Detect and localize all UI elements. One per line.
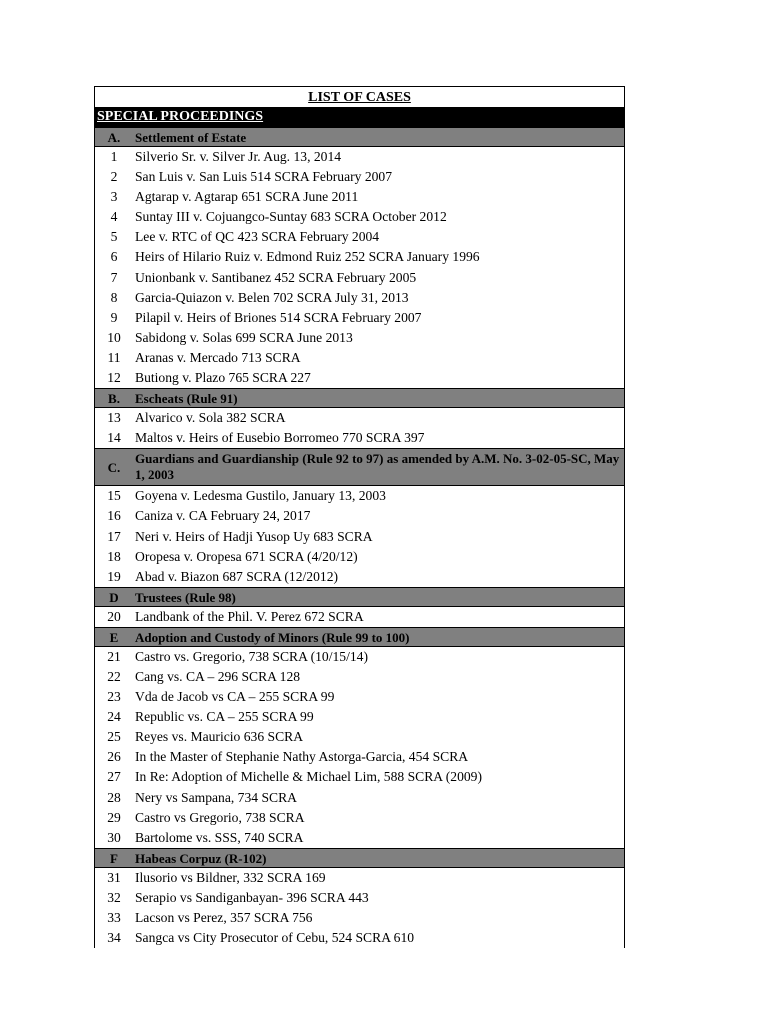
- case-row: [94, 747, 625, 767]
- case-row: [94, 167, 625, 187]
- case-citation: Maltos v. Heirs of Eusebio Borromeo 770 SCRA 397: [135, 430, 425, 446]
- case-row: [94, 687, 625, 707]
- case-number: 3: [110, 189, 118, 205]
- case-number: 32: [107, 889, 121, 905]
- case-number: 33: [107, 910, 121, 925]
- case-row: [94, 506, 625, 526]
- case-number: 4: [110, 209, 118, 225]
- case-citation: Garcia-Quiazon v. Belen 702 SCRA July 31, 2013: [135, 289, 409, 305]
- list-title: LIST OF CASES: [94, 86, 625, 107]
- section-title: Settlement of Estate: [135, 130, 247, 145]
- section-title: Escheats (Rule 91): [135, 391, 238, 407]
- case-citation: Abad v. Biazon 687 SCRA (12/2012): [135, 568, 339, 584]
- case-citation: Castro vs Gregorio, 738 SCRA: [135, 809, 305, 825]
- case-row: [94, 227, 625, 247]
- case-number: 34: [107, 930, 121, 946]
- case-row: [94, 268, 625, 288]
- case-row: [94, 207, 625, 227]
- case-row: [94, 888, 625, 908]
- case-citation: Unionbank v. Santibanez 452 SCRA February 2005: [135, 269, 417, 285]
- case-number: 21: [107, 648, 121, 664]
- case-row: [94, 928, 625, 948]
- case-citation: Cang vs. CA – 296 SCRA 128: [135, 668, 301, 684]
- case-number: 5: [110, 229, 118, 245]
- section-header: [94, 448, 625, 486]
- case-citation: Silverio Sr. v. Silver Jr. Aug. 13, 2014: [135, 149, 342, 164]
- case-citation: Alvarico v. Sola 382 SCRA: [135, 410, 286, 426]
- case-row: [94, 607, 625, 627]
- case-number: 22: [107, 668, 121, 684]
- case-citation: Sangca vs City Prosecutor of Cebu, 524 SCRA 610: [135, 930, 415, 946]
- section-header: [94, 848, 625, 868]
- case-row: [94, 147, 625, 167]
- section-header: [94, 127, 625, 147]
- case-citation: Castro vs. Gregorio, 738 SCRA (10/15/14): [135, 648, 368, 664]
- section-title: Trustees (Rule 98): [135, 589, 236, 605]
- case-row: [94, 767, 625, 787]
- case-citation: Oropesa v. Oropesa 671 SCRA (4/20/12): [135, 548, 358, 564]
- case-row: [94, 527, 625, 547]
- case-number: 29: [107, 809, 121, 825]
- section-letter: F: [110, 850, 118, 866]
- section-header: [94, 587, 625, 607]
- case-citation: Butiong v. Plazo 765 SCRA 227: [135, 370, 311, 386]
- section-letter: D: [109, 589, 119, 605]
- case-citation: Landbank of the Phil. V. Perez 672 SCRA: [135, 608, 364, 624]
- section-letter: B.: [108, 391, 120, 407]
- case-number: 23: [107, 689, 121, 705]
- case-number: 18: [107, 548, 121, 564]
- case-citation: Republic vs. CA – 255 SCRA 99: [135, 709, 314, 725]
- case-number: 17: [107, 528, 121, 544]
- case-citation: Agtarap v. Agtarap 651 SCRA June 2011: [135, 189, 359, 205]
- case-number: 8: [110, 289, 118, 305]
- case-row: [94, 288, 625, 308]
- case-row: [94, 727, 625, 747]
- case-row: [94, 187, 625, 207]
- case-citation: Sabidong v. Solas 699 SCRA June 2013: [135, 329, 353, 345]
- case-citation: Goyena v. Ledesma Gustilo, January 13, 2003: [135, 488, 386, 504]
- case-number: 12: [107, 370, 121, 386]
- case-citation: Nery vs Sampana, 734 SCRA: [135, 789, 297, 805]
- case-citation: San Luis v. San Luis 514 SCRA February 2007: [135, 169, 393, 185]
- case-row: [94, 428, 625, 448]
- case-row: [94, 808, 625, 828]
- case-number: 1: [110, 149, 118, 164]
- case-citation: Reyes vs. Mauricio 636 SCRA: [135, 729, 304, 745]
- case-number: 10: [107, 329, 121, 345]
- case-number: 24: [107, 709, 121, 725]
- section-header: [94, 388, 625, 408]
- case-citation: Ilusorio vs Bildner, 332 SCRA 169: [135, 869, 326, 885]
- case-row: [94, 348, 625, 368]
- case-citation: Neri v. Heirs of Hadji Yusop Uy 683 SCRA: [135, 528, 373, 544]
- case-number: 19: [107, 568, 121, 584]
- case-row: [94, 408, 625, 428]
- case-row: [94, 868, 625, 888]
- section-letter: C.: [107, 460, 121, 476]
- case-number: 6: [110, 249, 118, 265]
- case-row: [94, 328, 625, 348]
- case-row: [94, 368, 625, 388]
- case-number: 15: [107, 488, 121, 504]
- sections-container: [94, 127, 625, 948]
- case-row: [94, 828, 625, 848]
- case-row: [94, 247, 625, 267]
- case-citation: Aranas v. Mercado 713 SCRA: [135, 349, 301, 365]
- case-number: 28: [107, 789, 121, 805]
- case-number: 31: [107, 869, 121, 885]
- case-row: [94, 788, 625, 808]
- case-number: 16: [107, 508, 121, 524]
- case-number: 27: [107, 769, 121, 785]
- case-citation: Bartolome vs. SSS, 740 SCRA: [135, 829, 304, 845]
- case-number: 14: [107, 430, 121, 446]
- case-citation: Heirs of Hilario Ruiz v. Edmond Ruiz 252 SCRA January 1996: [135, 249, 480, 265]
- case-number: 26: [107, 749, 121, 765]
- case-number: 13: [107, 410, 121, 426]
- case-citation: Caniza v. CA February 24, 2017: [135, 508, 311, 524]
- section-title: Habeas Corpuz (R-102): [135, 850, 267, 866]
- case-citation: Serapio vs Sandiganbayan- 396 SCRA 443: [135, 889, 369, 905]
- case-number: 25: [107, 729, 121, 745]
- section-letter: A.: [107, 130, 121, 145]
- category-band: SPECIAL PROCEEDINGS: [94, 107, 625, 127]
- case-list-sheet: [94, 86, 625, 948]
- case-citation: Vda de Jacob vs CA – 255 SCRA 99: [135, 689, 335, 705]
- section-letter: E: [109, 629, 119, 645]
- section-title: Guardians and Guardianship (Rule 92 to 97) as amended by A.M. No. 3-02-05-SC, May 1, 2003: [135, 451, 620, 483]
- case-row: [94, 908, 625, 928]
- case-number: 11: [107, 349, 121, 365]
- case-citation: Lacson vs Perez, 357 SCRA 756: [135, 910, 313, 925]
- case-row: [94, 707, 625, 727]
- case-number: 2: [110, 169, 118, 185]
- case-row: [94, 667, 625, 687]
- case-citation: In Re: Adoption of Michelle & Michael Lim, 588 SCRA (2009): [135, 769, 482, 785]
- section-header: [94, 627, 625, 647]
- case-number: 7: [110, 269, 118, 285]
- case-citation: Lee v. RTC of QC 423 SCRA February 2004: [135, 229, 380, 245]
- case-citation: Pilapil v. Heirs of Briones 514 SCRA February 2007: [135, 309, 422, 325]
- case-number: 30: [107, 829, 121, 845]
- section-title: Adoption and Custody of Minors (Rule 99 to 100): [135, 629, 410, 645]
- case-row: [94, 486, 625, 506]
- case-number: 20: [107, 608, 121, 624]
- case-citation: Suntay III v. Cojuangco-Suntay 683 SCRA October 2012: [135, 209, 447, 225]
- case-row: [94, 567, 625, 587]
- case-row: [94, 547, 625, 567]
- case-number: 9: [110, 309, 118, 325]
- case-citation: In the Master of Stephanie Nathy Astorga-Garcia, 454 SCRA: [135, 749, 469, 765]
- case-row: [94, 647, 625, 667]
- case-row: [94, 308, 625, 328]
